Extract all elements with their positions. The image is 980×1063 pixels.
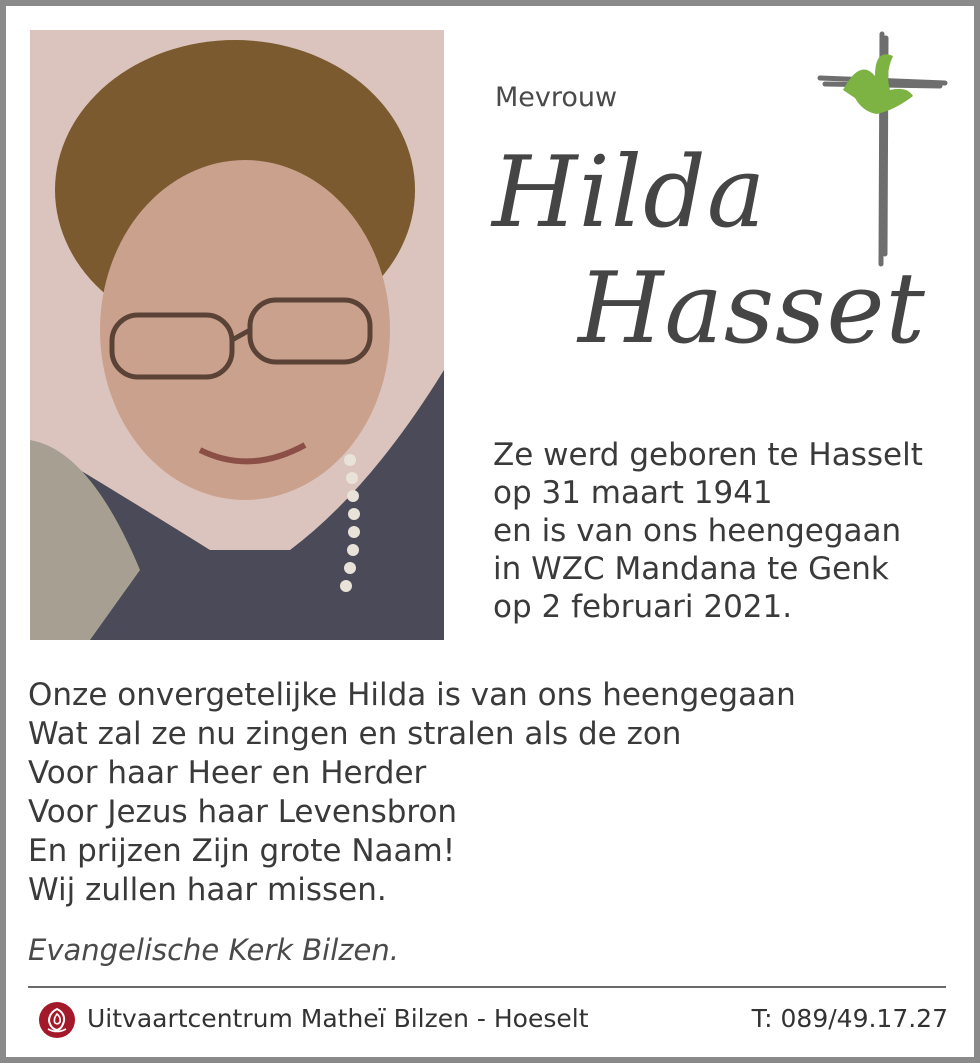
rose-logo-icon <box>38 1001 76 1039</box>
last-name: Hasset <box>578 252 926 366</box>
cross-with-dove-icon <box>815 28 950 268</box>
funeral-home-name: Uitvaartcentrum Matheï Bilzen - Hoeselt <box>87 1004 589 1033</box>
funeral-home-phone: T: 089/49.17.27 <box>751 1004 948 1033</box>
poem-line: Wat zal ze nu zingen en stralen als de zon <box>28 716 682 752</box>
footer-divider <box>28 986 946 988</box>
poem-line: Voor Jezus haar Levensbron <box>28 794 458 830</box>
memorial-poem <box>28 676 796 910</box>
birth-line: Ze werd geboren te Hasselt <box>493 437 923 473</box>
birth-line: op 31 maart 1941 <box>493 475 773 511</box>
salutation: Mevrouw <box>495 82 618 113</box>
birth-line: in WZC Mandana te Genk <box>493 551 889 587</box>
birth-line: op 2 februari 2021. <box>493 589 793 625</box>
portrait-illustration <box>30 30 444 640</box>
poem-line: Wij zullen haar missen. <box>28 872 387 908</box>
birth-line: en is van ons heengegaan <box>493 513 902 549</box>
portrait-photo <box>30 30 444 640</box>
poem-line: En prijzen Zijn grote Naam! <box>28 833 456 869</box>
first-name: Hilda <box>492 136 767 250</box>
church-signature: Evangelische Kerk Bilzen. <box>28 933 399 967</box>
poem-line: Voor haar Heer en Herder <box>28 755 427 791</box>
birth-death-text <box>493 436 923 626</box>
poem-line: Onze onvergetelijke Hilda is van ons heengegaan <box>28 677 796 713</box>
